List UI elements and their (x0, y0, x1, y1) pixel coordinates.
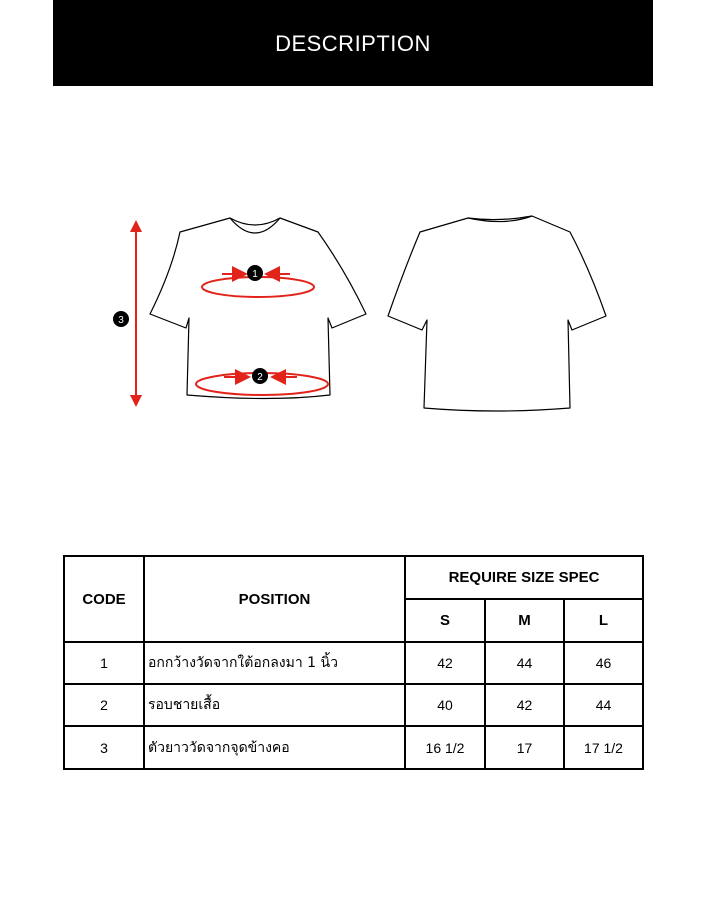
row-position: ตัวยาววัดจากจุดข้างคอ (144, 726, 405, 769)
spec-header: REQUIRE SIZE SPEC (405, 556, 643, 599)
row-position: อกกว้างวัดจากใต้อกลงมา 1 นิ้ว (144, 642, 405, 684)
header-bar (53, 0, 653, 86)
row-size-l: 44 (564, 684, 643, 726)
garment-diagram (0, 200, 705, 420)
marker-3-label: 3 (118, 315, 124, 326)
row-size-s: 16 1/2 (405, 726, 485, 769)
position-header: POSITION (144, 556, 405, 642)
size-header-l: L (564, 599, 643, 642)
size-header-m: M (485, 599, 564, 642)
code-header: CODE (64, 556, 144, 642)
table-row (64, 684, 643, 726)
row-size-m: 17 (485, 726, 564, 769)
size-header-s: S (405, 599, 485, 642)
size-spec-table (63, 555, 644, 770)
row-code: 3 (64, 726, 144, 769)
marker-2-label: 2 (257, 372, 263, 383)
row-code: 1 (64, 642, 144, 684)
row-size-s: 42 (405, 642, 485, 684)
row-size-m: 42 (485, 684, 564, 726)
row-position: รอบชายเสื้อ (144, 684, 405, 726)
row-size-m: 44 (485, 642, 564, 684)
row-size-l: 46 (564, 642, 643, 684)
table-row (64, 642, 643, 684)
length-measurement (113, 220, 142, 407)
table-row (64, 726, 643, 769)
marker-1-label: 1 (252, 269, 258, 280)
shirt-back (388, 216, 606, 411)
row-size-s: 40 (405, 684, 485, 726)
page-title: DESCRIPTION (275, 31, 431, 56)
row-code: 2 (64, 684, 144, 726)
row-size-l: 17 1/2 (564, 726, 643, 769)
